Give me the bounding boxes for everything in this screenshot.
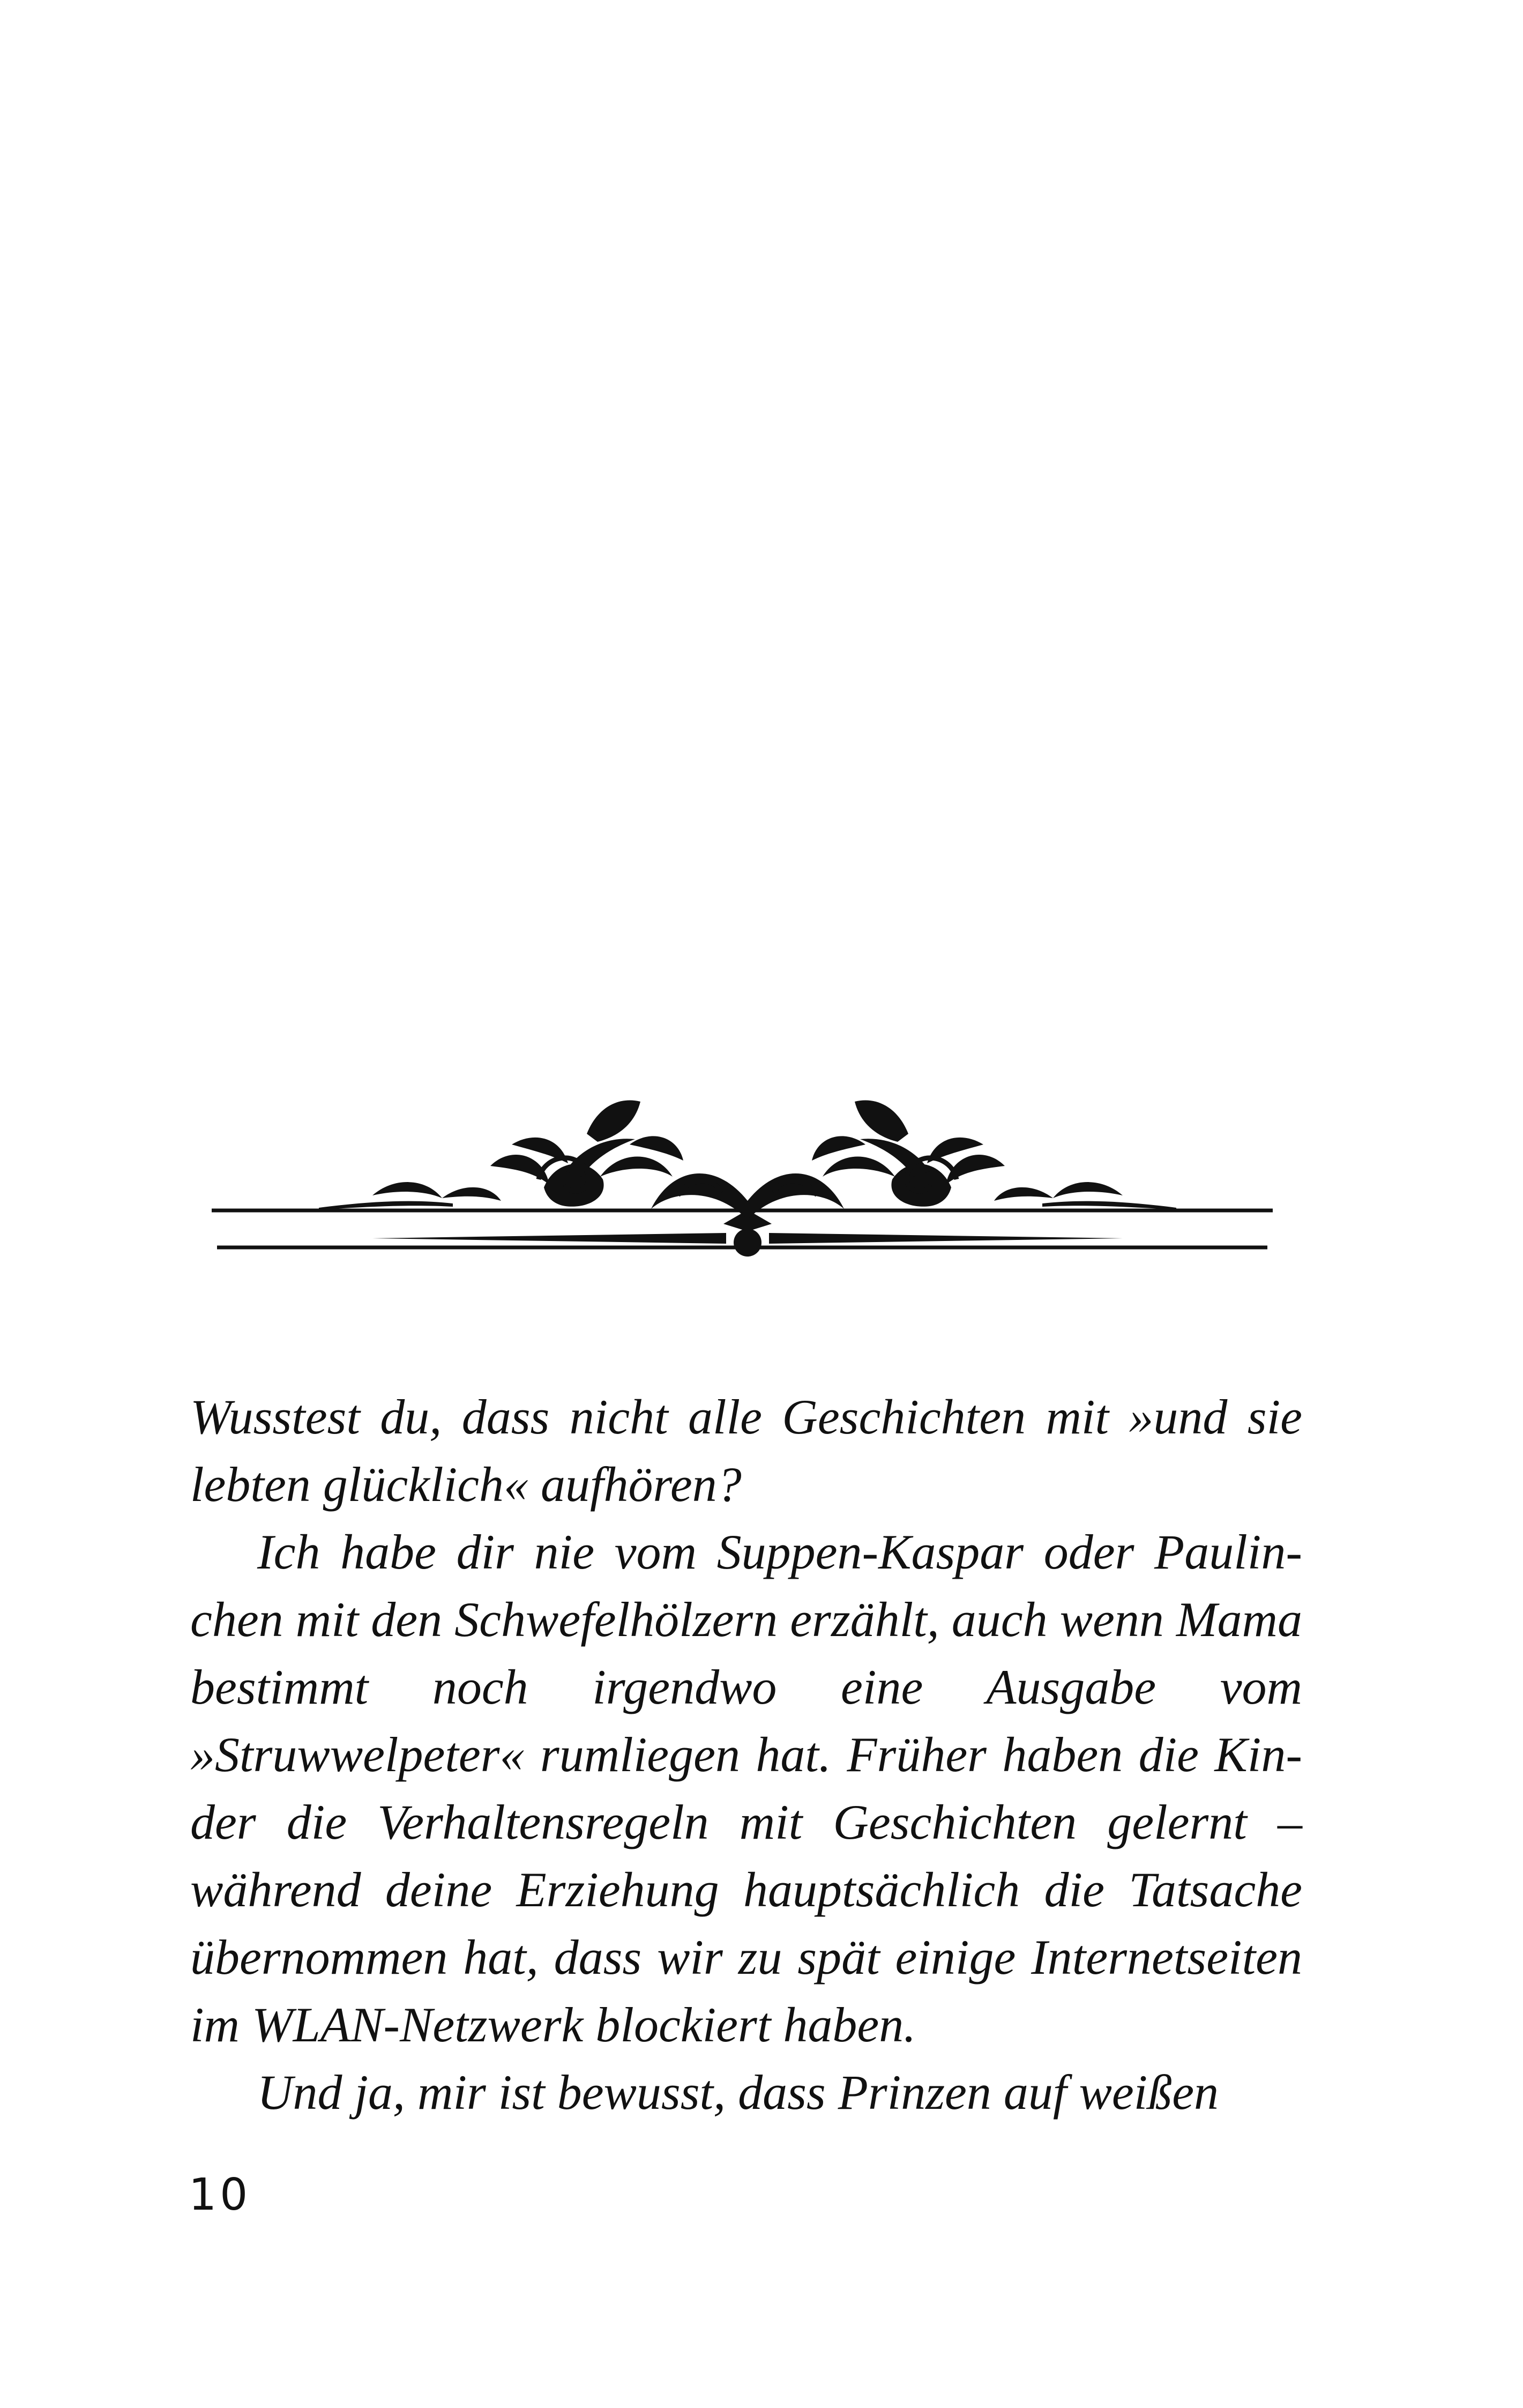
- paragraph-2: Ich habe dir nie vom Suppen-Kaspar oder Paulinchen mit den Schwefelhölzern erzählt, auch wenn Mama bestimmt noch irgendwo eine Ausgabe vom »Struwwelpeter« rumliegen hat. Früher haben die Kinder die Verhaltensregeln mit Geschichten gelernt – während deine Erziehung hauptsächlich die Tatsache übernommen hat, dass wir zu spät einige Internetseiten im WLAN-Netzwerk blockiert haben.: [190, 1525, 1302, 2052]
- paragraph-1: Wusstest du, dass nicht alle Geschichten mit »und sie lebten glücklich« aufhören?: [190, 1389, 1302, 1512]
- page-number: 10: [189, 2169, 251, 2220]
- body-text: [190, 1383, 1302, 2126]
- floral-divider-icon: [212, 1086, 1283, 1262]
- paragraph-3: Und ja, mir ist bewusst, dass Prinzen auf weißen: [257, 2065, 1219, 2120]
